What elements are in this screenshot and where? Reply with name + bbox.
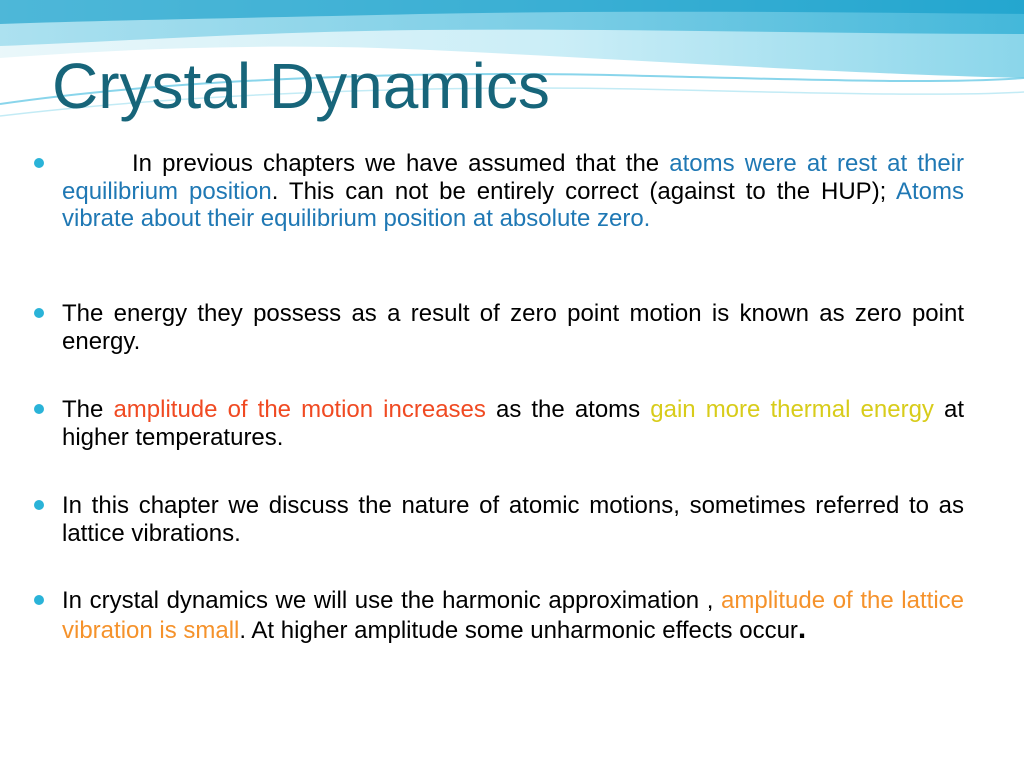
bullet-highlight-blue: atoms were at rest at their equilibrium position <box>62 150 965 205</box>
bullet-text: In this chapter we discuss the nature of atomic motions, sometimes referred to as lattice vibrations. <box>62 492 964 547</box>
bullet-text: In crystal dynamics we will use the harmonic approximation , <box>62 587 722 614</box>
bullet-text: In previous chapters we have assumed that the <box>132 150 670 177</box>
bullet-item <box>62 396 964 451</box>
bullet-highlight-orange: amplitude of the lattice vibration is small <box>62 587 965 644</box>
bullet-text: . At higher amplitude some unharmonic effects occur <box>239 616 798 644</box>
bullet-marker <box>34 308 44 318</box>
bullet-final-period: . <box>797 611 807 645</box>
bullet-text: as the atoms <box>485 396 651 423</box>
bullet-text: The energy they possess as a result of zero point motion is known as zero point energy. <box>62 300 964 355</box>
bullet-item <box>62 492 964 547</box>
bullet-item <box>62 587 964 644</box>
bullet-item <box>62 150 964 233</box>
bullet-highlight-red: amplitude of the motion increases <box>113 396 486 423</box>
bullet-highlight-yellow: gain more thermal energy <box>650 396 934 423</box>
bullet-text: The <box>62 396 114 423</box>
bullet-marker <box>34 595 44 605</box>
bullet-highlight-blue: Atoms vibrate about their equilibrium position at absolute zero. <box>62 177 964 232</box>
bullet-marker <box>34 404 44 414</box>
bullet-marker <box>34 500 44 510</box>
slide-title: Crystal Dynamics <box>52 50 550 122</box>
bullet-text: at higher temperatures. <box>62 396 965 451</box>
bullet-marker <box>34 158 44 168</box>
bullet-text: . This can not be entirely correct (against to the HUP); <box>271 177 896 205</box>
bullet-item <box>62 300 964 355</box>
